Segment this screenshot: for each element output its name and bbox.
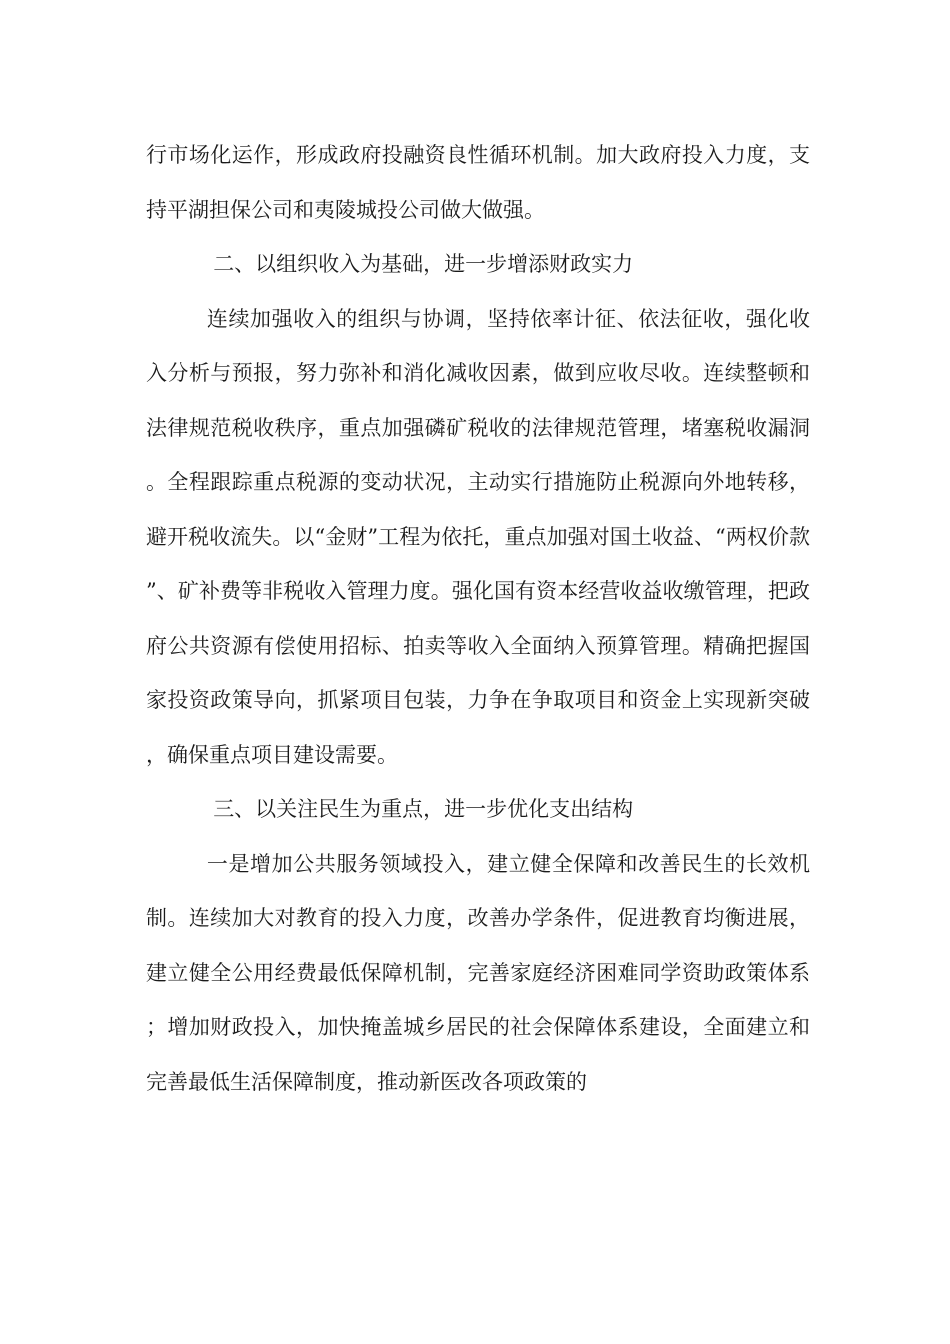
paragraph-revenue: 连续加强收入的组织与协调，坚持依率计征、依法征收，强化收入分析与预报，努力弥补和消化减收因素，做到应收尽收。连续整顿和法律规范税收秩序，重点加强磷矿税收的法律规范管理，堵塞税收漏洞。全程跟踪重点税源的变动状况，主动实行措施防止税源向外地转移，避开税收流失。以“金财”工程为依托，重点加强对国土收益、“两权价款”、矿补费等非税收入管理力度。强化国有资本经营收益收缴管理，把政府公共资源有偿使用招标、拍卖等收入全面纳入预算管理。精确把握国家投资政策导向，抓紧项目包装，力争在争取项目和资金上实现新突破，确保重点项目建设需要。 [146, 306, 810, 767]
paragraph-continued: 行市场化运作，形成政府投融资良性循环机制。加大政府投入力度，支持平湖担保公司和夷陵城投公司做大做强。 [146, 143, 810, 222]
section-heading-2: 二、以组织收入为基础，进一步增添财政实力 [213, 252, 634, 276]
section-heading-3: 三、以关注民生为重点，进一步优化支出结构 [213, 797, 634, 821]
document-body [146, 128, 810, 1109]
paragraph-public-services: 一是增加公共服务领域投入，建立健全保障和改善民生的长效机制。连续加大对教育的投入力度，改善办学条件，促进教育均衡进展，建立健全公用经费最低保障机制，完善家庭经济困难同学资助政策体系；增加财政投入，加快掩盖城乡居民的社会保障体系建设，全面建立和完善最低生活保障制度，推动新医改各项政策的 [146, 851, 810, 1094]
